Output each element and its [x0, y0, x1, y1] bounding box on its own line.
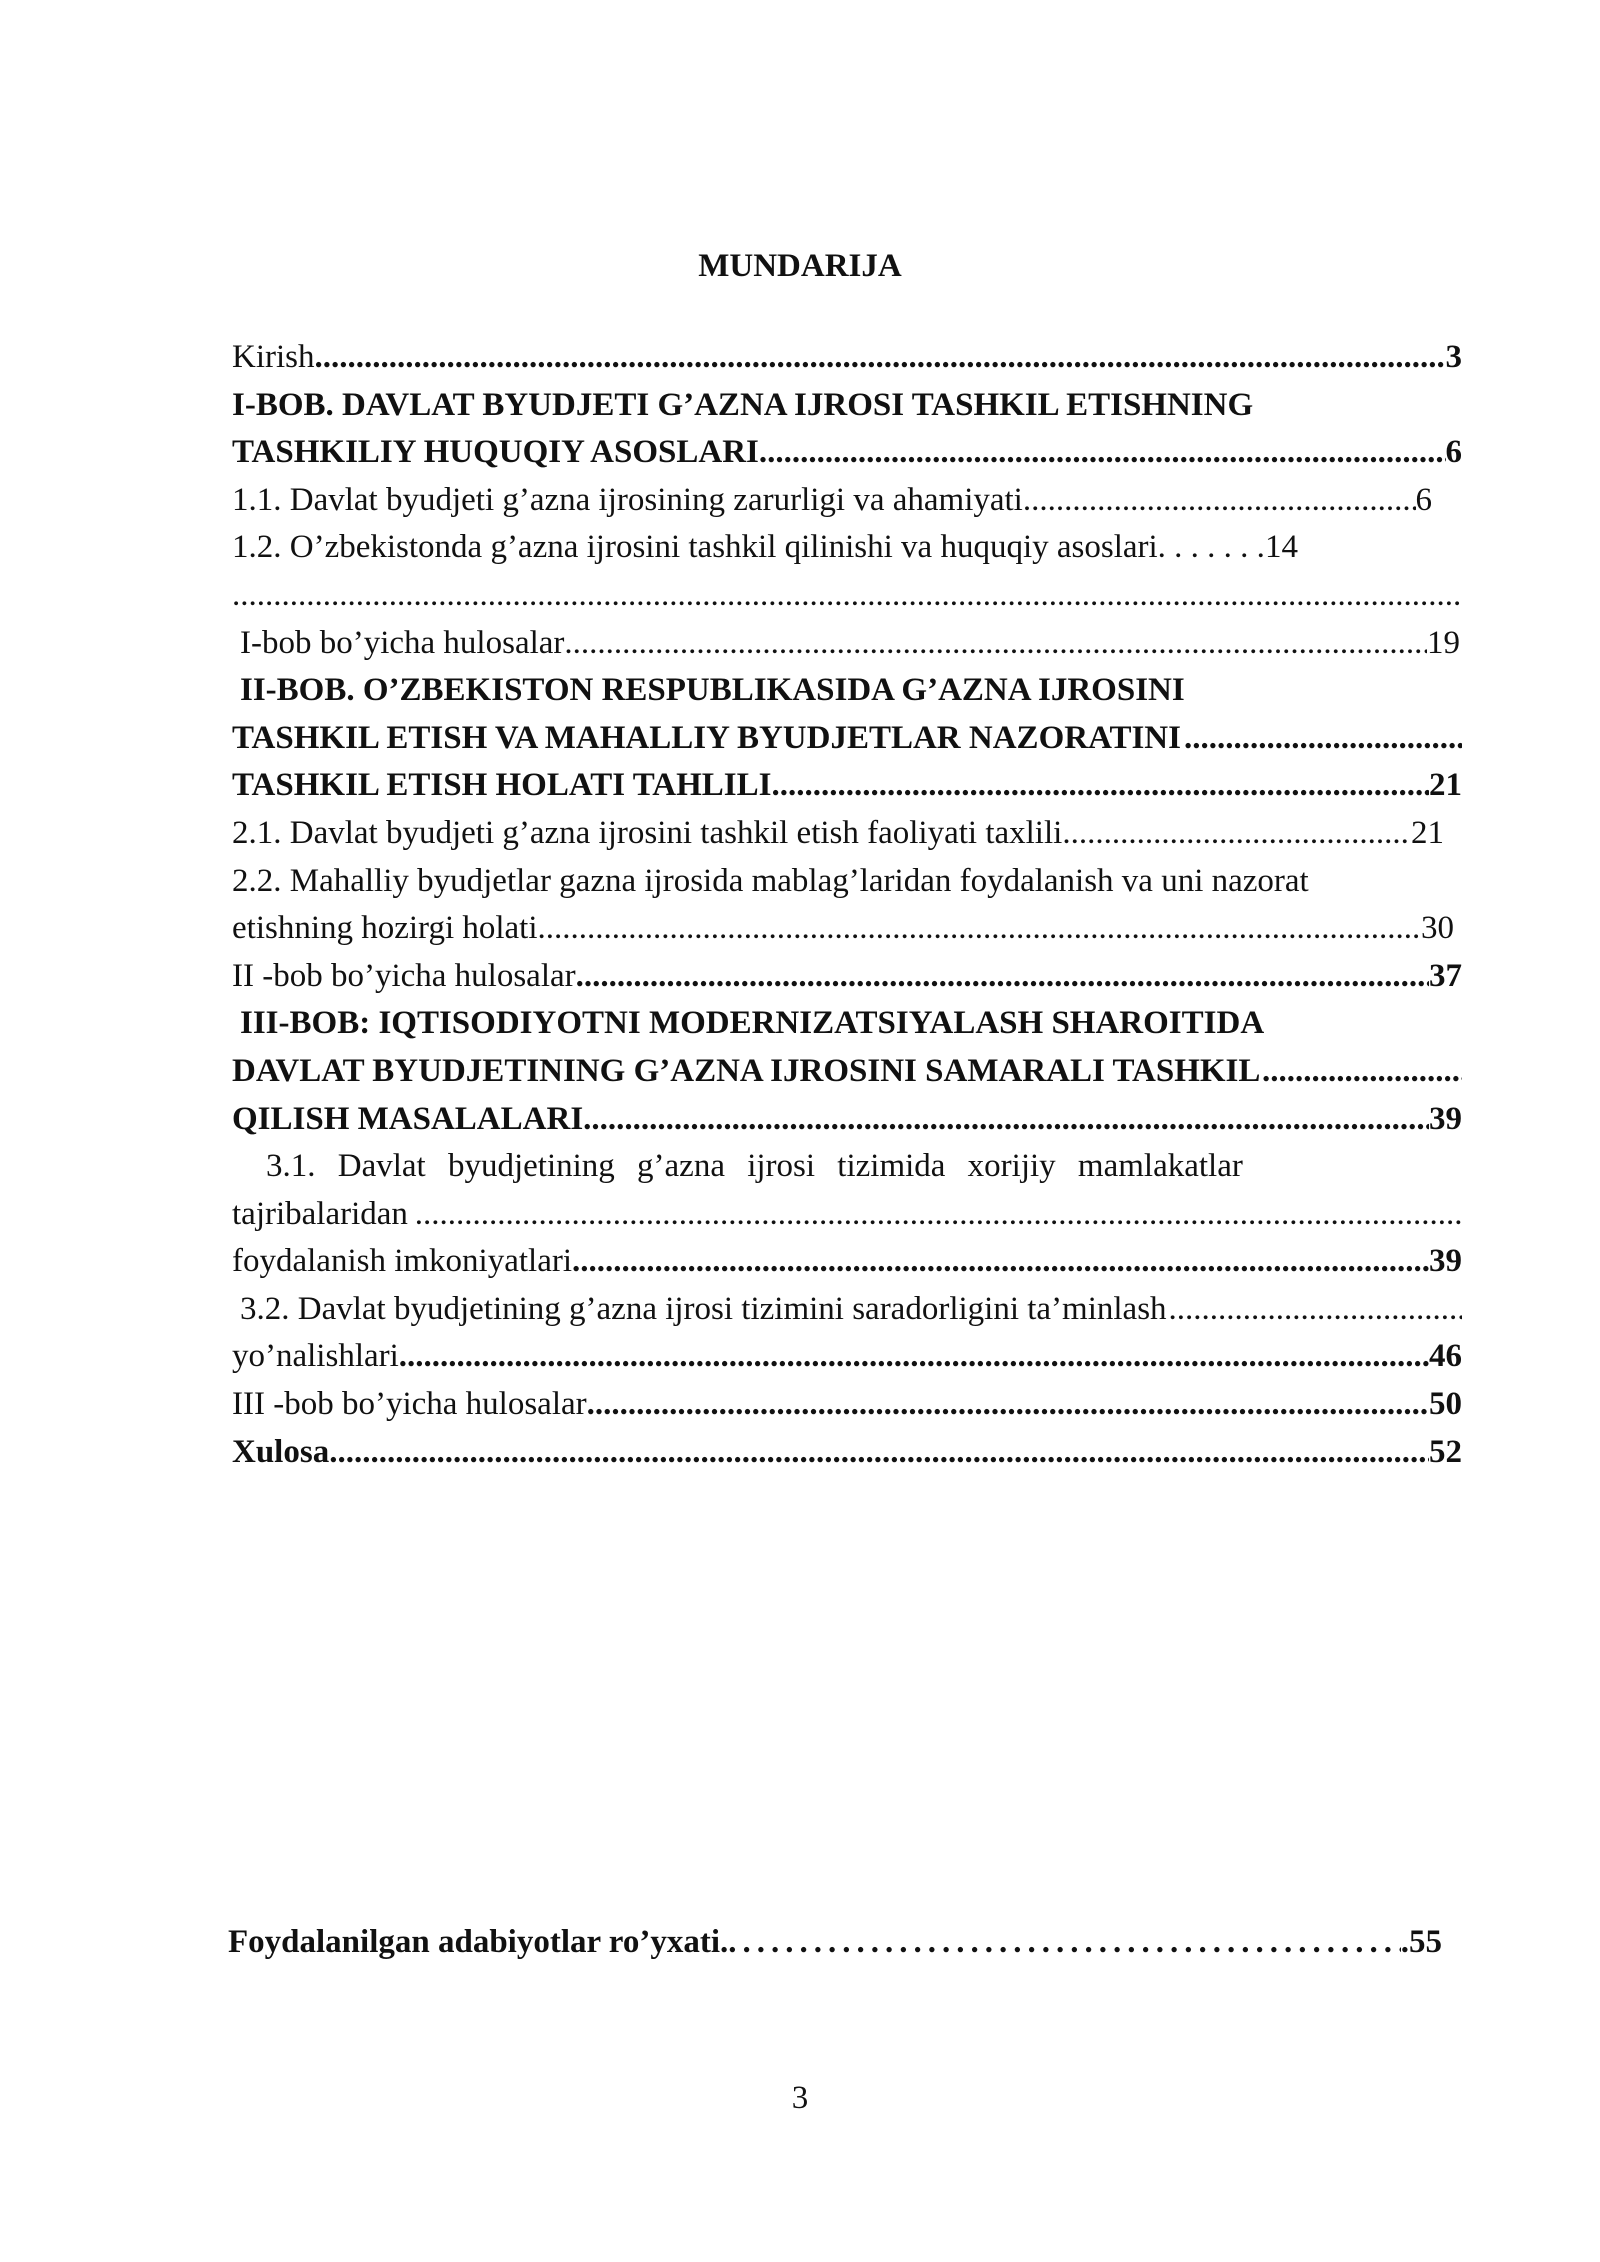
toc-entry-text: TASHKIL ETISH HOLATI TAHLILI	[232, 767, 772, 804]
toc-section-2-2[interactable]	[232, 858, 1458, 906]
leader-dots	[587, 1381, 1429, 1429]
toc-entry-text: DAVLAT BYUDJETINING G’AZNA IJROSINI SAMARALI TASHKIL	[232, 1052, 1261, 1089]
toc-page-number: 6	[1415, 481, 1432, 518]
toc-entry-xulosa[interactable]	[232, 1429, 1462, 1477]
toc-entry-text: III -bob bo’yicha hulosalar	[232, 1386, 587, 1423]
toc-page-number: 52	[1429, 1433, 1462, 1470]
toc-dotted-filler	[232, 572, 1460, 620]
toc-chapter-2-heading[interactable]	[232, 667, 1462, 715]
leader-dots	[759, 429, 1446, 477]
leader-dots	[1262, 1048, 1462, 1096]
toc-entry-text: I-bob bo’yicha hulosalar	[240, 624, 565, 661]
toc-section-2-2-cont[interactable]	[232, 905, 1454, 953]
toc-entry-text: Foydalanilgan adabiyotlar ro’yxati.	[228, 1924, 729, 1960]
toc-chapter-3-heading[interactable]	[232, 1000, 1462, 1048]
toc-entry-text: I-BOB. DAVLAT BYUDJETI G’AZNA IJROSI TASHKIL ETISHNING	[232, 386, 1254, 423]
leader-dots	[1023, 477, 1416, 525]
toc-entry-kirish[interactable]	[232, 334, 1462, 382]
toc-chapter-1-heading-cont[interactable]	[232, 429, 1462, 477]
page-number: 3	[791, 2080, 809, 2116]
toc-entry-text: TASHKIL ETISH VA MAHALLIY BYUDJETLAR NAZORATINI	[232, 719, 1181, 756]
toc-entry-text: 3.2. Davlat byudjetining g’azna ijrosi tizimini saradorligini ta’minlash	[240, 1290, 1167, 1327]
toc-entry-text: II-BOB. O’ZBEKISTON RESPUBLIKASIDA G’AZNA IJROSINI	[240, 672, 1185, 709]
leader-dots	[315, 334, 1446, 382]
toc-chapter-1-conclusions[interactable]	[232, 620, 1460, 668]
toc-page-number: 39	[1429, 1243, 1462, 1280]
toc-page-number: 3	[1445, 339, 1462, 375]
toc-section-3-1[interactable]	[232, 1143, 1488, 1191]
toc-page-number: 6	[1445, 434, 1462, 471]
toc-section-1-1[interactable]	[232, 477, 1432, 525]
toc-chapter-2-heading-end[interactable]	[232, 762, 1462, 810]
toc-page-number: 37	[1429, 957, 1462, 994]
toc-page-number: 14	[1264, 529, 1298, 566]
toc-entry-text: yo’nalishlari	[232, 1338, 399, 1375]
toc-entry-text: 2.1. Davlat byudjeti g’azna ijrosini tashkil etish faoliyati taxlili	[232, 814, 1063, 851]
toc-page-number: 39	[1429, 1100, 1462, 1137]
leader-dots	[1062, 810, 1411, 858]
toc-entry-text: Xulosa	[232, 1433, 330, 1470]
leader-dots	[728, 1924, 1400, 1961]
toc-page-number: 30	[1421, 910, 1454, 947]
leader-dots	[564, 620, 1427, 668]
toc-entry-text: etishning hozirgi holati	[232, 910, 538, 947]
toc-entry-text: foydalanish imkoniyatlari	[232, 1243, 573, 1280]
toc-section-3-2-cont[interactable]	[232, 1333, 1462, 1381]
toc-chapter-3-heading-cont[interactable]	[232, 1048, 1462, 1096]
toc-chapter-2-heading-cont[interactable]	[232, 715, 1462, 763]
toc-entry-text: 1.2. O’zbekistonda g’azna ijrosini tashkil qilinishi va huquqiy asoslari. . . . . . .	[232, 529, 1265, 566]
leader-dots	[399, 1333, 1429, 1381]
toc-entry-text: 2.2. Mahalliy byudjetlar gazna ijrosida mablag’laridan foydalanish va uni nazorat	[232, 862, 1309, 899]
toc-chapter-2-conclusions[interactable]	[232, 953, 1462, 1001]
toc-section-1-2[interactable]	[232, 524, 1454, 572]
toc-section-3-2[interactable]	[232, 1286, 1462, 1334]
toc-chapter-3-heading-end[interactable]	[232, 1096, 1462, 1144]
leader-dots	[772, 762, 1429, 810]
toc-entry-text: 1.1. Davlat byudjeti g’azna ijrosining zarurligi va ahamiyati	[232, 481, 1023, 518]
leader-dots	[538, 905, 1421, 953]
toc-page-number: 21	[1429, 767, 1462, 804]
toc-page-number: 50	[1429, 1386, 1462, 1423]
toc-entry-text: TASHKILIY HUQUQIY ASOSLARI	[232, 434, 759, 471]
toc-page-number: .55	[1400, 1924, 1442, 1960]
toc-entry-text: Kirish	[232, 339, 315, 375]
toc-section-3-1-cont[interactable]	[232, 1191, 1462, 1239]
page-title: MUNDARIJA	[698, 248, 902, 284]
toc-page-number: 46	[1429, 1338, 1462, 1375]
toc-entry-text: III-BOB: IQTISODIYOTNI MODERNIZATSIYALASH SHAROITIDA	[240, 1005, 1265, 1042]
leader-dots	[415, 1191, 1462, 1239]
toc-page-number: 19	[1427, 624, 1460, 661]
toc-chapter-1-heading[interactable]	[232, 382, 1462, 430]
leader-dots	[232, 572, 1460, 620]
leader-dots	[583, 1096, 1429, 1144]
leader-dots	[1184, 715, 1462, 763]
toc-entry-literature[interactable]	[228, 1924, 1442, 1961]
toc-entry-text: QILISH MASALALARI	[232, 1100, 584, 1137]
toc-entry-text: tajribalaridan	[232, 1195, 408, 1232]
leader-dots	[329, 1429, 1429, 1477]
leader-dots	[572, 1238, 1429, 1286]
toc-section-3-1-end[interactable]	[232, 1238, 1462, 1286]
toc-entry-text: II -bob bo’yicha hulosalar	[232, 957, 576, 994]
table-of-contents	[232, 334, 1462, 1476]
leader-dots	[576, 953, 1429, 1001]
toc-section-2-1[interactable]	[232, 810, 1444, 858]
leader-dots	[1168, 1286, 1462, 1334]
toc-entry-text: 3.1. Davlat byudjetining g’azna ijrosi tizimida xorijiy mamlakatlar	[266, 1148, 1243, 1185]
toc-page-number: 21	[1411, 814, 1444, 851]
toc-chapter-3-conclusions[interactable]	[232, 1381, 1462, 1429]
